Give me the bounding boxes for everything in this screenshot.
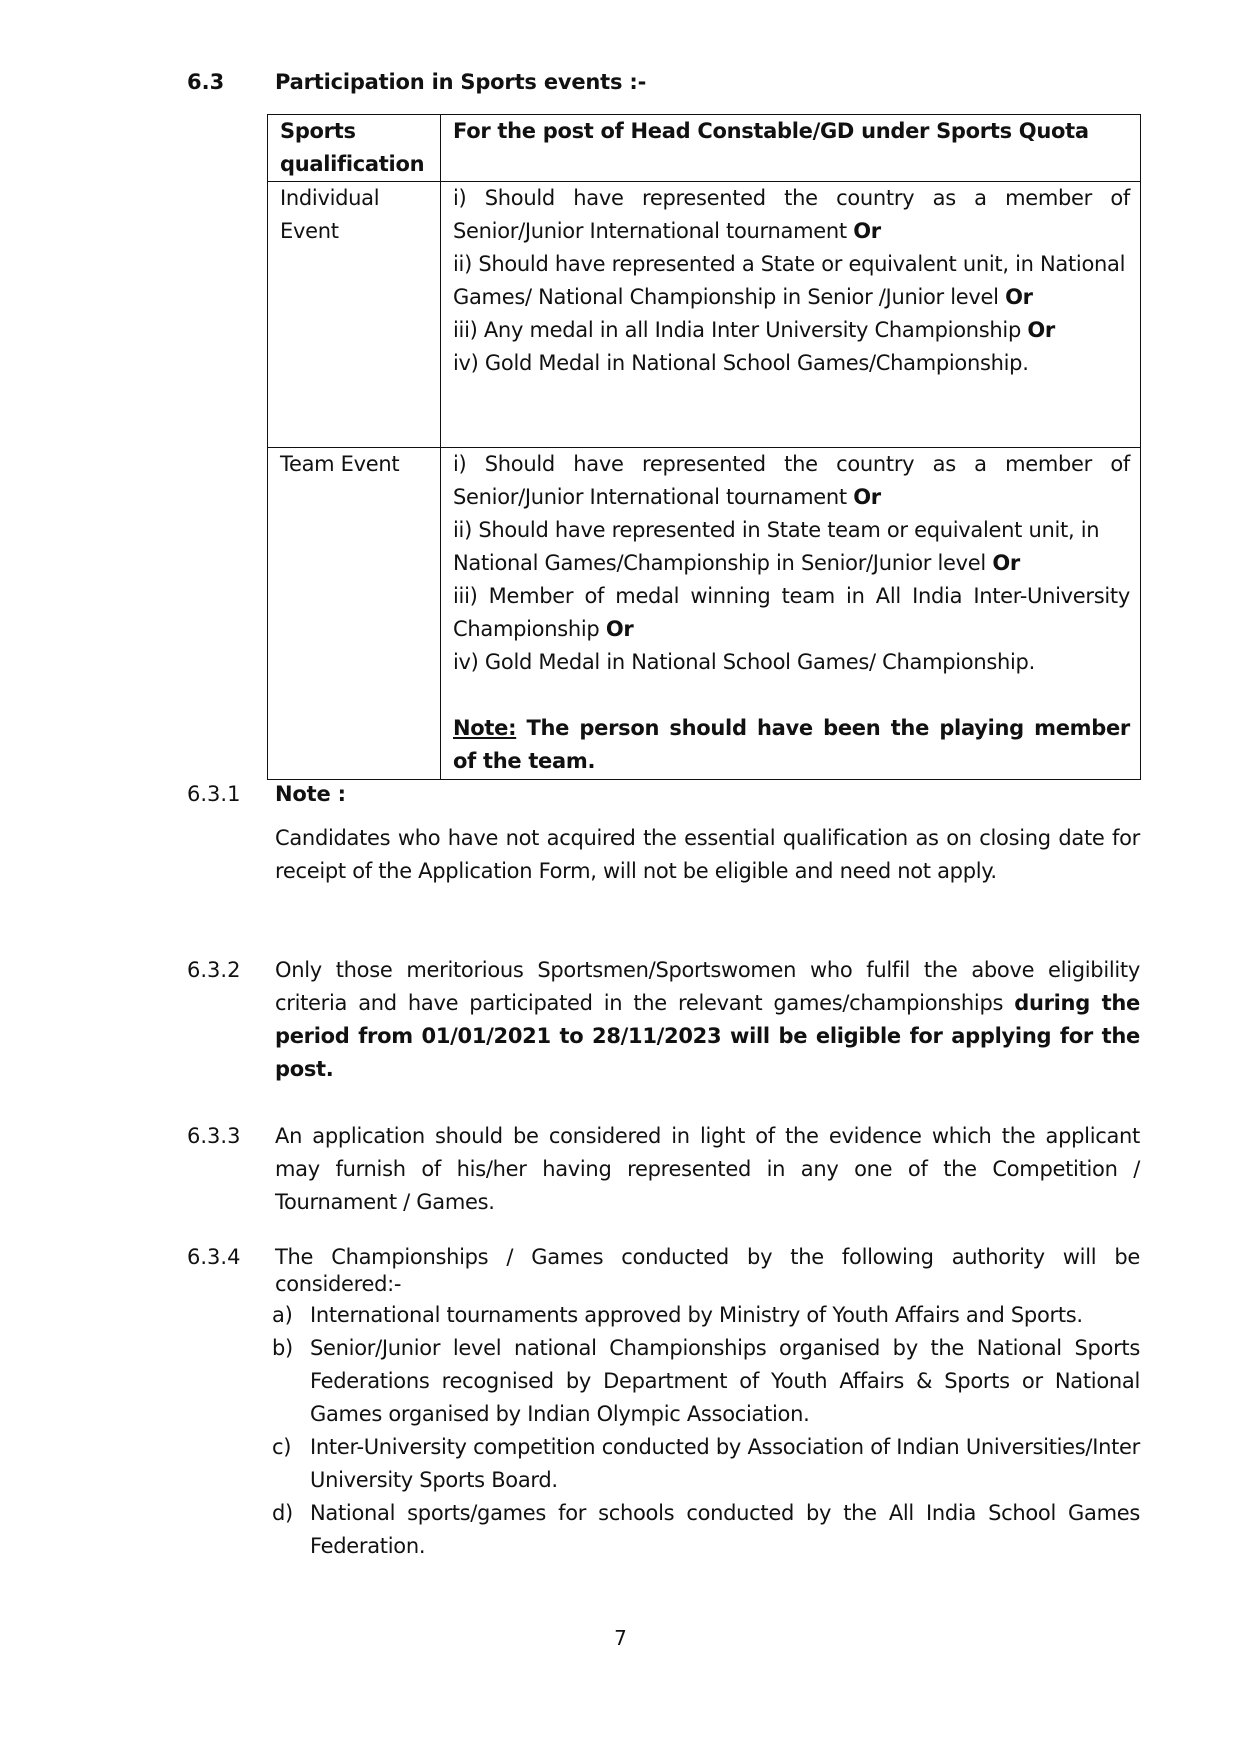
criteria-text: iii) Member of medal winning team in All India Inter-University Championship	[453, 584, 1130, 641]
list-item	[272, 1431, 1140, 1497]
list-item	[272, 1332, 1140, 1431]
criteria-text: iv) Gold Medal in National School Games/Championship.	[453, 351, 1029, 375]
criteria-text: i) Should have represented the country as a member of Senior/Junior International tournament	[453, 452, 1130, 509]
header-line: qualification	[280, 152, 425, 176]
spacer	[453, 679, 1130, 712]
criteria-item	[453, 646, 1130, 679]
category-line: Individual	[280, 186, 380, 210]
table-header-qualification	[268, 115, 441, 182]
criteria-item	[453, 448, 1130, 514]
body-text-bold: during the period from 01/01/2021 to 28/11/2023 will be eligible for applying for the post.	[275, 991, 1140, 1081]
subsection-number: 6.3.4	[187, 1245, 241, 1269]
or-label: Or	[853, 485, 881, 509]
category-cell	[268, 448, 441, 780]
list-item-text: International tournaments approved by Ministry of Youth Affairs and Sports.	[310, 1303, 1083, 1327]
list-item-text: National sports/games for schools conducted by the All India School Games Federation.	[310, 1501, 1140, 1558]
note-label: Note:	[453, 716, 517, 740]
section-title: Participation in Sports events :-	[275, 70, 647, 94]
list-item-text: Senior/Junior level national Championships organised by the National Sports Federations recognised by Department of Youth Affairs & Sports or National Games organised by Indian Olympic Association.	[310, 1336, 1140, 1426]
page-number: 7	[614, 1626, 627, 1650]
category-line: Event	[280, 219, 339, 243]
criteria-text: ii) Should have represented a State or equivalent unit, in National Games/ National Championship in Senior /Junior level	[453, 252, 1126, 309]
subsection-title: Note :	[275, 782, 346, 806]
table-row-team-event	[268, 448, 1141, 780]
header-line: Sports	[280, 119, 356, 143]
table-header-post: For the post of Head Constable/GD under Sports Quota	[441, 115, 1141, 182]
subsection-body	[275, 954, 1140, 1086]
list-item	[272, 1497, 1140, 1563]
criteria-item	[453, 314, 1130, 347]
list-marker: a)	[272, 1303, 293, 1327]
criteria-text: ii) Should have represented in State team or equivalent unit, in National Games/Championship in Senior/Junior level	[453, 518, 1100, 575]
subsection-body: An application should be considered in light of the evidence which the applicant may furnish of his/her having represented in any one of the Competition / Tournament / Games.	[275, 1124, 1140, 1214]
subsection-number: 6.3.2	[187, 958, 241, 982]
body-text: Only those meritorious Sportsmen/Sportswomen who fulfil the above eligibility criteria and have participated in the relevant games/championships	[275, 958, 1140, 1015]
list-marker: b)	[272, 1336, 293, 1360]
table-row-individual-event	[268, 182, 1141, 448]
subsection-body: The Championships / Games conducted by the following authority will be considered:-	[275, 1245, 1140, 1296]
criteria-cell	[441, 182, 1141, 448]
authority-list	[272, 1299, 1140, 1563]
list-marker: c)	[272, 1435, 292, 1459]
criteria-item	[453, 182, 1130, 248]
or-label: Or	[605, 617, 634, 641]
or-label: Or	[853, 219, 881, 243]
criteria-text: i) Should have represented the country as a member of Senior/Junior International tournament	[453, 186, 1130, 243]
or-label: Or	[1005, 285, 1033, 309]
subsection-number: 6.3.1	[187, 782, 241, 806]
category-line: Team Event	[280, 452, 400, 476]
criteria-text: iii) Any medal in all India Inter University Championship	[453, 318, 1028, 342]
criteria-item	[453, 514, 1130, 580]
criteria-cell	[441, 448, 1141, 780]
note-text: The person should have been the playing member of the team.	[453, 716, 1130, 773]
subsection-body: Candidates who have not acquired the essential qualification as on closing date for receipt of the Application Form, will not be eligible and need not apply.	[275, 826, 1140, 883]
list-marker: d)	[272, 1501, 293, 1525]
list-item	[272, 1299, 1140, 1332]
or-label: Or	[1027, 318, 1055, 342]
team-note	[453, 712, 1130, 778]
sports-qualification-table	[267, 114, 1141, 780]
criteria-item	[453, 248, 1130, 314]
category-cell	[268, 182, 441, 448]
section-number: 6.3	[187, 70, 225, 94]
subsection-number: 6.3.3	[187, 1124, 241, 1148]
criteria-item	[453, 580, 1130, 646]
table-header-row	[268, 115, 1141, 182]
list-item-text: Inter-University competition conducted by Association of Indian Universities/Inter University Sports Board.	[310, 1435, 1140, 1492]
criteria-item	[453, 347, 1130, 380]
or-label: Or	[992, 551, 1020, 575]
criteria-text: iv) Gold Medal in National School Games/ Championship.	[453, 650, 1035, 674]
